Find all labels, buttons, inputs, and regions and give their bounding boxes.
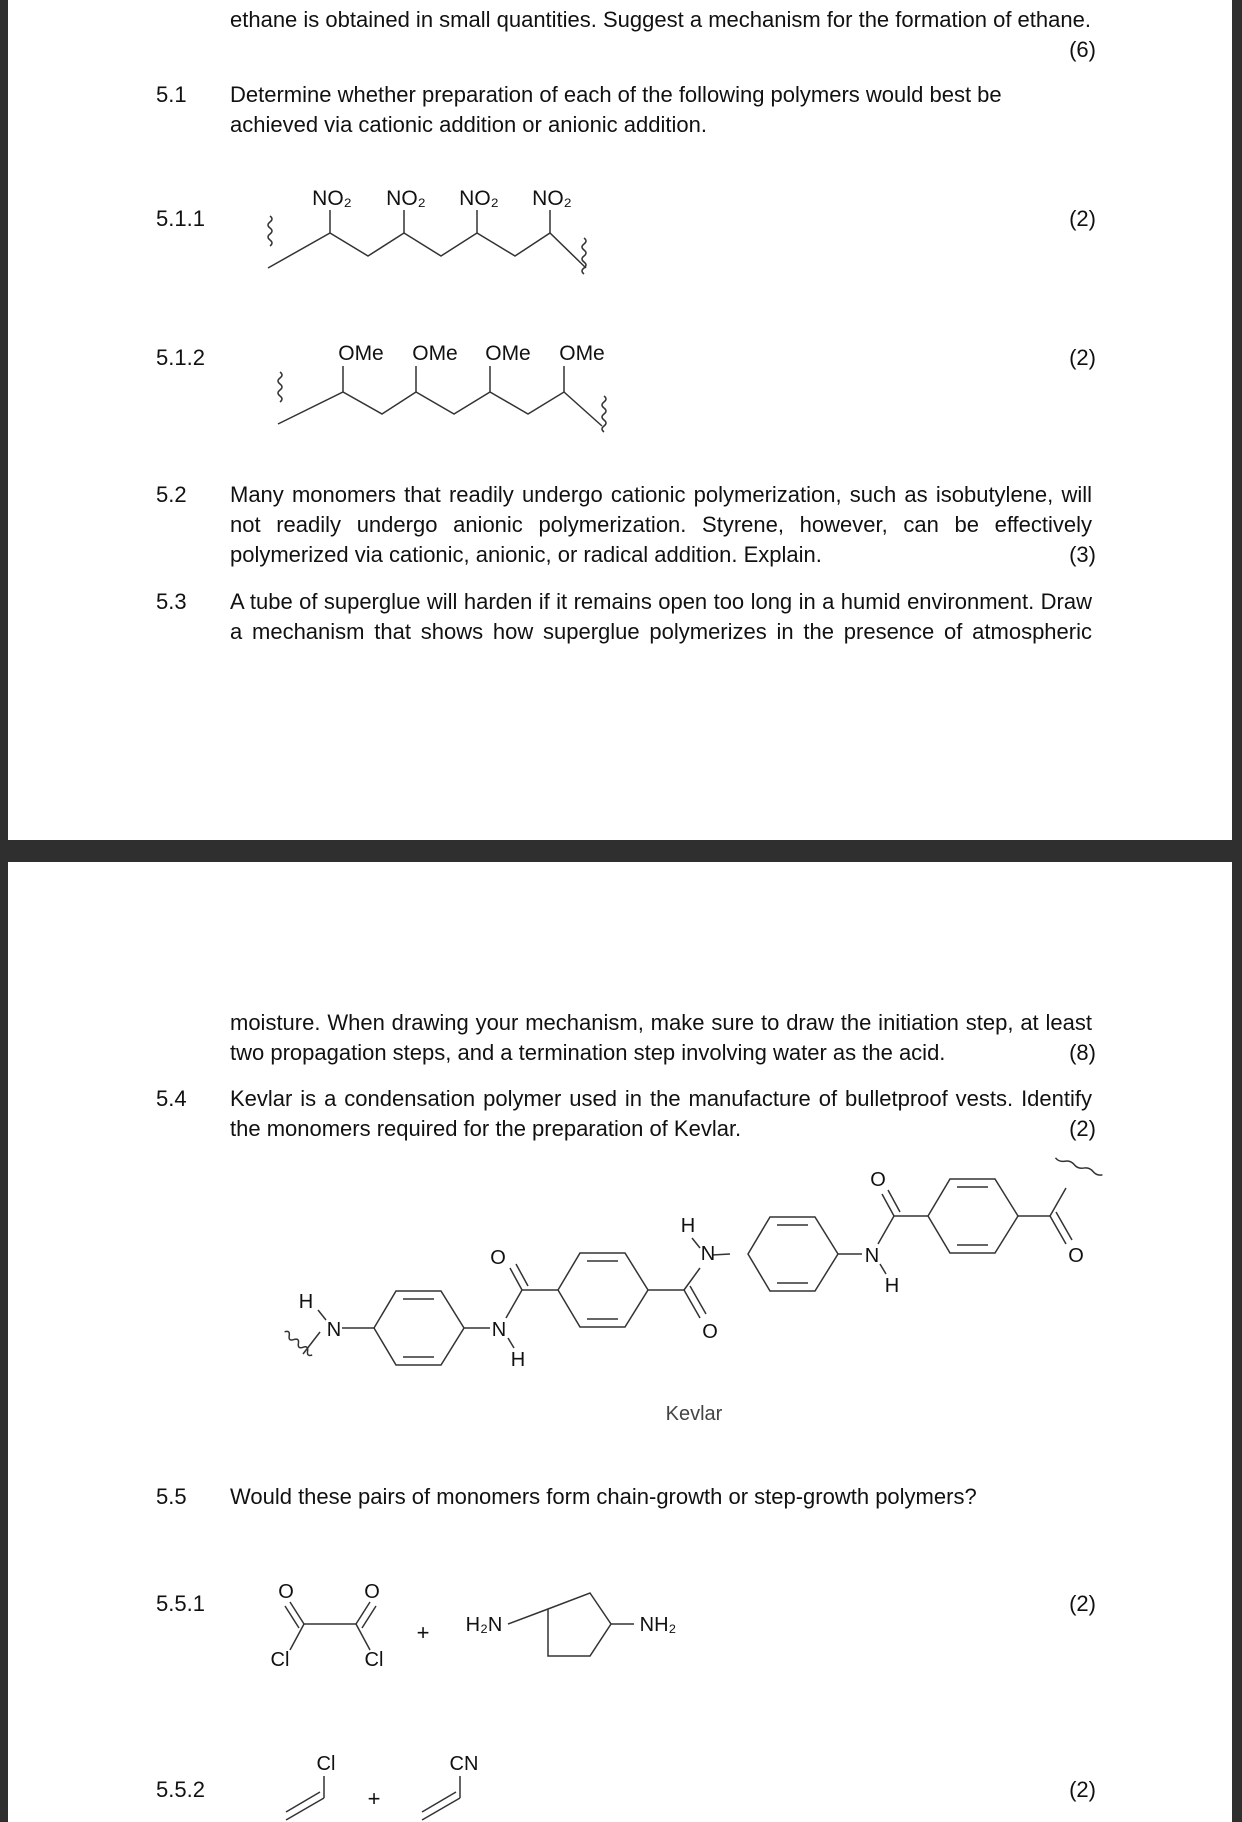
- methoxy-label-4: OMe: [559, 342, 605, 365]
- kevlar-o-label-4: O: [1068, 1245, 1084, 1267]
- question-5-2-line3: polymerized via cationic, anionic, or radical addition. Explain.: [230, 542, 822, 567]
- question-5-4-line2: the monomers required for the preparation of Kevlar.: [230, 1116, 742, 1141]
- question-5-5-2-marks: (2): [1069, 1777, 1096, 1802]
- question-5-2-number: 5.2: [156, 482, 187, 507]
- methoxy-label-1: OMe: [338, 342, 384, 365]
- question-5-1-1-marks: (2): [1069, 206, 1096, 231]
- plus-sign-1: +: [416, 1620, 430, 1645]
- question-5-5-2-number: 5.5.2: [156, 1777, 205, 1802]
- kevlar-o-label-2: O: [702, 1321, 718, 1343]
- question-5-5-text: Would these pairs of monomers form chain-growth or step-growth polymers?: [230, 1484, 977, 1509]
- kevlar-h-label-1: H: [298, 1291, 314, 1313]
- kevlar-n-label-1: N: [326, 1319, 342, 1341]
- question-5-2-line2: not readily undergo anionic polymerization. Styrene, however, can be effectively: [230, 512, 1092, 537]
- question-5-3-marks: (8): [1069, 1040, 1096, 1065]
- nitro-label-2: NO₂: [386, 187, 426, 210]
- polymer-methoxy-structure: [258, 334, 628, 449]
- nitro-label-1: NO₂: [312, 187, 352, 210]
- oxalyl-o-label-1: O: [278, 1581, 294, 1603]
- question-5-3-number: 5.3: [156, 589, 187, 614]
- question-5-1-1-number: 5.1.1: [156, 206, 205, 231]
- methoxy-label-2: OMe: [412, 342, 458, 365]
- question-5-5-1-marks: (2): [1069, 1591, 1096, 1616]
- question-5-1-2-number: 5.1.2: [156, 345, 205, 370]
- kevlar-n-label-3: N: [700, 1243, 716, 1265]
- question-5-3-line2: a mechanism that shows how superglue polymerizes in the presence of atmospheric: [230, 619, 1092, 644]
- polymer-nitro-structure: [248, 188, 618, 288]
- question-5-2-line1: Many monomers that readily undergo cationic polymerization, such as isobutylene, will: [230, 482, 1092, 507]
- question-5-5-number: 5.5: [156, 1484, 187, 1509]
- methoxy-label-3: OMe: [485, 342, 531, 365]
- oxalyl-o-label-2: O: [364, 1581, 380, 1603]
- question-4-marks: (6): [1069, 37, 1096, 62]
- nitro-label-4: NO₂: [532, 187, 572, 210]
- nitro-label-3: NO₂: [459, 187, 499, 210]
- question-5-5-1-number: 5.5.1: [156, 1591, 205, 1616]
- question-5-2-marks: (3): [1069, 542, 1096, 567]
- question-5-1-text-line2: achieved via cationic addition or anionic addition.: [230, 112, 707, 137]
- question-5-3-line1: A tube of superglue will harden if it remains open too long in a humid environment. Draw: [230, 589, 1092, 614]
- kevlar-h-label-4: H: [884, 1275, 900, 1297]
- question-5-4-number: 5.4: [156, 1086, 187, 1111]
- question-5-1-text-line1: Determine whether preparation of each of the following polymers would best be: [230, 82, 1002, 107]
- kevlar-h-label-3: H: [680, 1215, 696, 1237]
- kevlar-n-label-2: N: [491, 1319, 507, 1341]
- kevlar-o-label-1: O: [490, 1247, 506, 1269]
- page-2: [8, 862, 1232, 1822]
- question-5-4-line1: Kevlar is a condensation polymer used in the manufacture of bulletproof vests. Identify: [230, 1086, 1092, 1111]
- oxalyl-cl-label-2: Cl: [364, 1649, 384, 1671]
- question-5-4-marks: (2): [1069, 1116, 1096, 1141]
- acrylonitrile-cn-label: CN: [449, 1753, 479, 1775]
- monomer-pair-2: [268, 1742, 508, 1822]
- kevlar-structure: [258, 1152, 1138, 1452]
- question-4-tail-text: ethane is obtained in small quantities. Suggest a mechanism for the formation of ethane.: [230, 7, 1091, 32]
- question-5-1-number: 5.1: [156, 82, 187, 107]
- monomer-pair-1: [258, 1562, 718, 1692]
- question-5-1-2-marks: (2): [1069, 345, 1096, 370]
- diamine-h2n-label: H₂N: [465, 1614, 503, 1636]
- page-1: [8, 0, 1232, 840]
- kevlar-h-label-2: H: [510, 1349, 526, 1371]
- kevlar-n-label-4: N: [864, 1245, 880, 1267]
- diamine-nh2-label: NH₂: [639, 1614, 677, 1636]
- vinyl-chloride-cl-label: Cl: [316, 1753, 336, 1775]
- plus-sign-2: +: [367, 1786, 381, 1811]
- kevlar-o-label-3: O: [870, 1169, 886, 1191]
- question-5-3-continued-line1: moisture. When drawing your mechanism, make sure to draw the initiation step, at least: [230, 1010, 1092, 1035]
- kevlar-figure-label: Kevlar: [665, 1403, 723, 1425]
- question-5-3-continued-line2: two propagation steps, and a termination step involving water as the acid.: [230, 1040, 946, 1065]
- oxalyl-cl-label-1: Cl: [270, 1649, 290, 1671]
